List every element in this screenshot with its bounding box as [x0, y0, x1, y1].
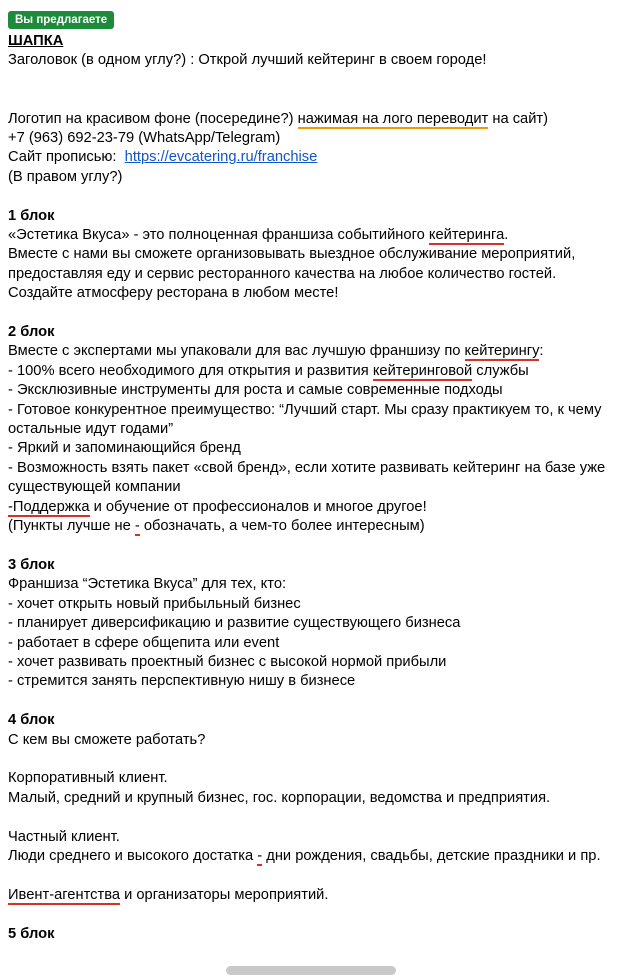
text-segment: Вместе с экспертами мы упаковали для вас лучшую франшизу по [8, 343, 465, 360]
paragraph [8, 439, 613, 458]
paragraph [8, 672, 613, 691]
text-segment: - Готовое конкурентное преимущество: “Лучший старт. Мы сразу практикуем то, к чему остальные идут годами” [8, 401, 606, 438]
paragraph [8, 51, 613, 70]
spellcheck-underlined-text: - [134, 518, 140, 535]
paragraph [8, 731, 613, 750]
paragraph [8, 148, 613, 167]
offer-badge-label: Вы предлагаете [15, 14, 108, 26]
text-segment: - хочет открыть новый прибыльный бизнес [8, 595, 301, 612]
blank-line [8, 866, 613, 885]
text-segment: Корпоративный клиент. [8, 770, 168, 787]
paragraph [8, 847, 613, 866]
paragraph [8, 556, 613, 575]
text-segment: (Пункты лучше не [8, 518, 135, 535]
text-segment: : [539, 343, 544, 360]
spellcheck-underlined-text: кейтеринга [428, 227, 505, 244]
paragraph [8, 886, 613, 905]
block-heading: 5 блок [8, 925, 55, 942]
paragraph [8, 517, 613, 536]
text-segment: (В правом углу?) [8, 168, 123, 185]
spellcheck-underlined-text: Ивент-агентства [8, 886, 121, 903]
paragraph [8, 110, 613, 129]
spellcheck-underlined-text: кейтеринговой [372, 362, 473, 379]
paragraph [8, 769, 613, 788]
suggestion-underlined-text: нажимая на лого переводит [297, 110, 489, 127]
text-segment: +7 (963) 692-23-79 (WhatsApp/Telegram) [8, 130, 281, 146]
blank-line [8, 71, 613, 90]
paragraph [8, 789, 613, 808]
paragraph [8, 32, 613, 51]
text-segment: Логотип на красивом фоне (посередине?) [8, 110, 298, 127]
horizontal-scrollbar-thumb[interactable] [226, 966, 396, 975]
text-segment: Создайте атмосферу ресторана в любом месте! [8, 285, 339, 302]
text-segment: - Яркий и запоминающийся бренд [8, 440, 241, 457]
blank-line [8, 90, 613, 109]
document-body [8, 32, 613, 944]
text-segment: Заголовок (в одном углу?) : Открой лучший кейтеринг в своем городе! [8, 52, 487, 69]
text-segment: и обучение от профессионалов и многое другое! [89, 498, 427, 515]
spellcheck-underlined-text: -Поддержка [8, 498, 90, 515]
text-segment: - стремится занять перспективную нишу в бизнесе [8, 673, 356, 690]
blank-line [8, 537, 613, 556]
paragraph [8, 575, 613, 594]
spellcheck-underlined-text: - [257, 847, 263, 864]
text-segment: Малый, средний и крупный бизнес, гос. корпорации, ведомства и предприятия. [8, 789, 551, 806]
paragraph [8, 828, 613, 847]
text-segment: дни рождения, свадьбы, детские праздники и пр. [262, 847, 601, 864]
block-heading: 1 блок [8, 207, 55, 224]
paragraph [8, 226, 613, 245]
paragraph [8, 459, 613, 498]
paragraph [8, 168, 613, 187]
blank-line [8, 304, 613, 323]
text-segment: службы [472, 362, 529, 379]
text-segment: С кем вы сможете работать? [8, 731, 206, 748]
paragraph [8, 595, 613, 614]
text-segment: - Эксклюзивные инструменты для роста и самые современные подходы [8, 382, 503, 399]
text-segment: обозначать, а чем-то более интересным) [139, 518, 425, 535]
text-segment: - планирует диверсификацию и развитие существующего бизнеса [8, 615, 461, 632]
blank-line [8, 187, 613, 206]
text-segment: «Эстетика Вкуса» - это полноценная франшиза событийного [8, 227, 429, 244]
text-segment: Сайт прописью: [8, 149, 125, 166]
text-segment: и организаторы мероприятий. [120, 886, 329, 903]
text-segment: Вместе с нами вы сможете организовывать выездное обслуживание мероприятий, предоставляя еду и сервис ресторанного качества на любое количество гостей. [8, 246, 580, 282]
blank-line [8, 905, 613, 924]
blank-line [8, 808, 613, 827]
paragraph [8, 925, 613, 944]
text-segment: - хочет развивать проектный бизнес с высокой нормой прибыли [8, 653, 447, 670]
block-heading: 4 блок [8, 712, 55, 729]
doc-heading: ШАПКА [8, 33, 64, 49]
blank-line [8, 692, 613, 711]
paragraph [8, 614, 613, 633]
block-heading: 3 блок [8, 556, 55, 573]
paragraph [8, 634, 613, 653]
paragraph [8, 653, 613, 672]
text-segment: . [504, 227, 509, 244]
text-segment: Франшиза “Эстетика Вкуса” для тех, кто: [8, 576, 287, 593]
block-heading: 2 блок [8, 324, 55, 341]
text-segment: - Возможность взять пакет «свой бренд», если хотите развивать кейтеринг на базе уже существующей компании [8, 459, 610, 496]
text-segment: Частный клиент. [8, 828, 120, 845]
paragraph [8, 207, 613, 226]
paragraph [8, 129, 613, 148]
paragraph [8, 381, 613, 400]
paragraph [8, 323, 613, 342]
offer-badge [8, 11, 114, 29]
paragraph [8, 401, 613, 440]
paragraph [8, 284, 613, 303]
blank-line [8, 750, 613, 769]
text-segment: - работает в сфере общепита или event [8, 634, 280, 651]
spellcheck-underlined-text: кейтерингу [464, 343, 540, 360]
text-segment: на сайт) [488, 110, 549, 127]
paragraph [8, 711, 613, 730]
paragraph [8, 245, 613, 284]
paragraph [8, 498, 613, 517]
franchise-url-link[interactable]: https://evcatering.ru/franchise [124, 149, 318, 166]
paragraph [8, 362, 613, 381]
text-segment: - 100% всего необходимого для открытия и развития [8, 362, 373, 379]
paragraph [8, 342, 613, 361]
text-segment: Люди среднего и высокого достатка [8, 847, 258, 864]
